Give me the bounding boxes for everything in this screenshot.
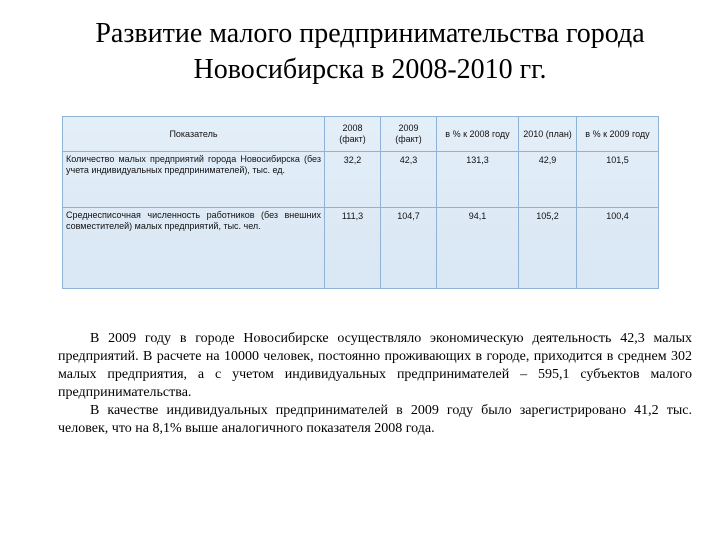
title-line-2: Новосибирска в 2008-2010 гг. <box>193 54 547 85</box>
header-2009: 2009 (факт) <box>381 117 437 152</box>
cell-value: 94,1 <box>437 208 519 289</box>
paragraph: В качестве индивидуальных предпринимателей в 2009 году было зарегистрировано 41,2 тыс. человек, что на 8,1% выше аналогичного показателя 2008 года. <box>58 403 692 436</box>
cell-value: 111,3 <box>325 208 381 289</box>
header-2010: 2010 (план) <box>519 117 577 152</box>
title-line-1: Развитие малого предпринимательства города <box>95 18 645 49</box>
row-label: Количество малых предприятий города Новосибирска (без учета индивидуальных предпринимателей), тыс. ед. <box>63 152 325 208</box>
cell-value: 101,5 <box>577 152 659 208</box>
body-text <box>58 330 692 438</box>
table-row <box>63 208 659 289</box>
cell-value: 42,9 <box>519 152 577 208</box>
header-2008: 2008 (факт) <box>325 117 381 152</box>
table-row <box>63 152 659 208</box>
cell-value: 131,3 <box>437 152 519 208</box>
header-pct-2008: в % к 2008 году <box>437 117 519 152</box>
cell-value: 42,3 <box>381 152 437 208</box>
cell-value: 104,7 <box>381 208 437 289</box>
cell-value: 100,4 <box>577 208 659 289</box>
row-label: Среднесписочная численность работников (без внешних совместителей) малых предприятий, тыс. чел. <box>63 208 325 289</box>
cell-value: 32,2 <box>325 152 381 208</box>
paragraph: В 2009 году в городе Новосибирске осуществляло экономическую деятельность 42,3 малых предприятий. В расчете на 10000 человек, постоянно проживающих в городе, приходится в среднем 302 малых предприятия, а с учетом индивидуальных предпринимателей – 595,1 субъектов малого предпринимательства. <box>58 331 692 400</box>
cell-value: 105,2 <box>519 208 577 289</box>
header-pct-2009: в % к 2009 году <box>577 117 659 152</box>
indicators-table <box>62 116 659 289</box>
table-header-row <box>63 117 659 152</box>
header-indicator: Показатель <box>63 117 325 152</box>
slide-title <box>60 16 680 88</box>
